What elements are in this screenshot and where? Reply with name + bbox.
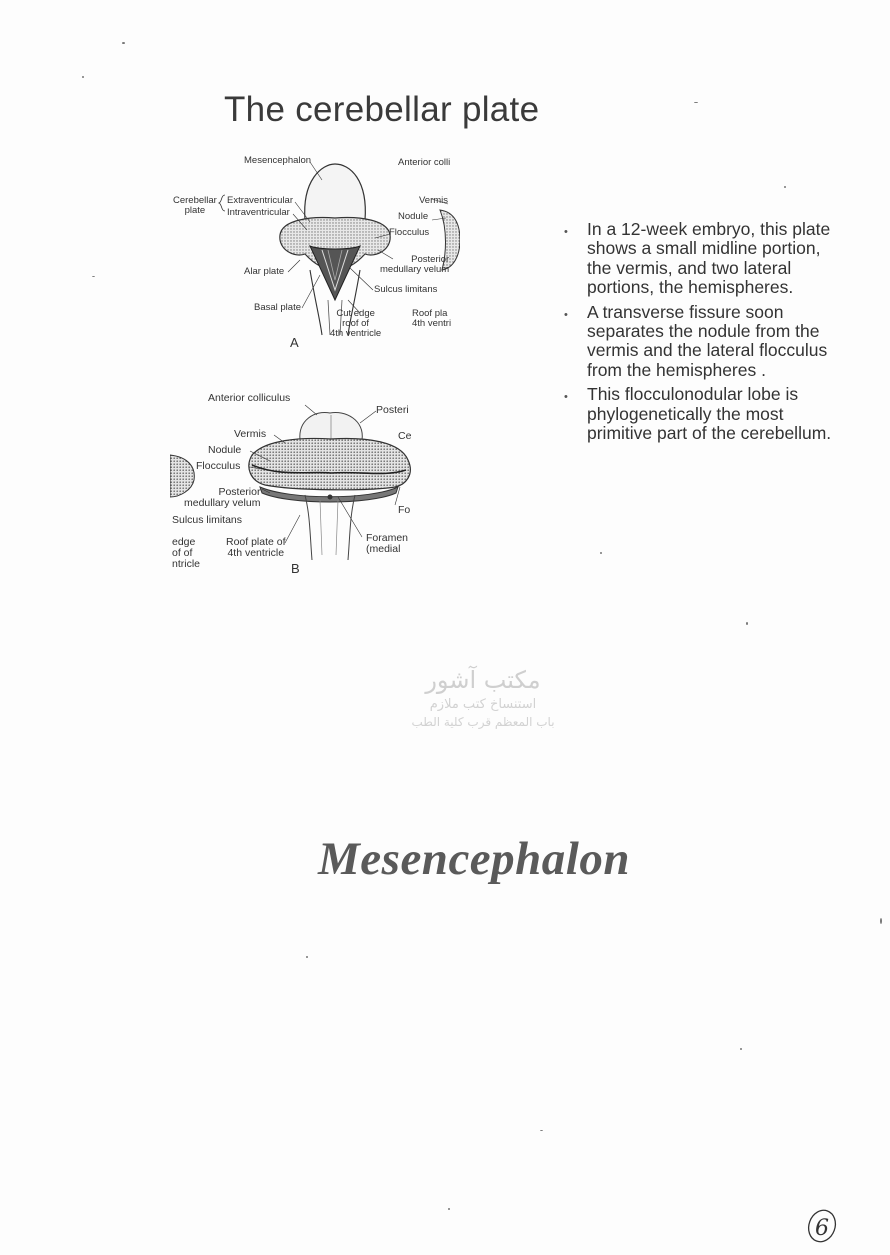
label-intraventricular: Intraventricular (227, 207, 290, 218)
label-posterior-b: Posteri (376, 404, 409, 416)
label-foramen-b: Foramen (medial (366, 532, 409, 555)
label-posterior-medullary-velum-b: Posterior medullary velum (184, 486, 261, 509)
section-heading: Mesencephalon (318, 833, 630, 885)
bullet-text: In a 12-week embryo, this plate shows a small midline portion, the vermis, and two lateral portions, the hemispheres. (587, 219, 831, 298)
scan-speck (540, 1130, 543, 1131)
label-ce-b: Ce (398, 430, 412, 442)
label-roof-plate: Roof pla 4th ventri (412, 308, 452, 329)
label-fo-b: Fo (398, 504, 411, 516)
bullet-item (564, 303, 834, 381)
label-extraventricular: Extraventricular (227, 195, 293, 206)
label-cut-edge-b: edge of of ntricle (172, 536, 201, 570)
scan-speck (92, 276, 95, 277)
scan-speck (82, 76, 84, 78)
label-sulcus-limitans: Sulcus limitans (374, 284, 438, 295)
stamp-drawing (378, 660, 588, 735)
figure-b-letter: B (291, 561, 300, 576)
page-number (803, 1205, 843, 1245)
label-basal-plate: Basal plate (254, 302, 302, 313)
figure-a-diagram (170, 150, 460, 350)
label-nodule: Nodule (398, 211, 429, 222)
label-anterior-colliculus: Anterior colli (398, 157, 451, 168)
bullet-marker: • (564, 391, 568, 404)
figure-a-letter: A (290, 335, 299, 350)
label-nodule-b: Nodule (208, 444, 242, 456)
page-number-text: 6 (815, 1216, 829, 1241)
figure-b-diagram (170, 385, 420, 580)
scan-speck (122, 42, 125, 44)
bullet-text: This flocculonodular lobe is phylogenetically the most primitive part of the cerebellum. (587, 384, 832, 444)
bullet-marker: • (564, 308, 568, 321)
scan-speck (740, 1048, 742, 1050)
label-mesencephalon: Mesencephalon (244, 155, 312, 166)
scan-speck (784, 186, 786, 188)
page-title: The cerebellar plate (224, 90, 540, 129)
label-cerebellar-plate: Cerebellar plate (173, 195, 217, 216)
bullet-item (564, 385, 834, 443)
page-number-drawing (803, 1205, 843, 1245)
label-vermis-b: Vermis (234, 428, 267, 440)
scan-speck (746, 622, 748, 625)
label-anterior-colliculus-b: Anterior colliculus (208, 392, 291, 404)
bullet-item (564, 220, 834, 298)
scan-speck (880, 918, 882, 924)
bullet-list (564, 220, 834, 448)
label-roof-plate-b: Roof plate of 4th ventricle (226, 536, 286, 559)
scan-speck (600, 552, 602, 554)
stamp-line-1: مكتب آشور (425, 666, 541, 694)
stamp-line-2: استنساخ كتب ملازم (429, 697, 537, 712)
label-flocculus-b: Flocculus (196, 460, 241, 472)
label-posterior-medullary-velum: Posterior medullary velum (380, 254, 450, 275)
label-sulcus-limitans-b: Sulcus limitans (172, 514, 243, 526)
label-alar-plate: Alar plate (244, 266, 285, 277)
scan-speck (306, 956, 308, 958)
scan-speck (694, 102, 698, 103)
label-vermis: Vermis (419, 195, 449, 206)
bullet-marker: • (564, 226, 568, 238)
label-cut-edge: Cut edge roof of 4th ventricle (330, 308, 382, 339)
scan-speck (448, 1208, 450, 1210)
label-flocculus: Flocculus (389, 227, 430, 238)
bullet-text: A transverse fissure soon separates the nodule from the vermis and the lateral flocculus from the hemispheres . (587, 301, 828, 380)
shop-stamp (378, 660, 588, 735)
stamp-line-3: باب المعظم قرب كلية الطب (411, 715, 555, 729)
